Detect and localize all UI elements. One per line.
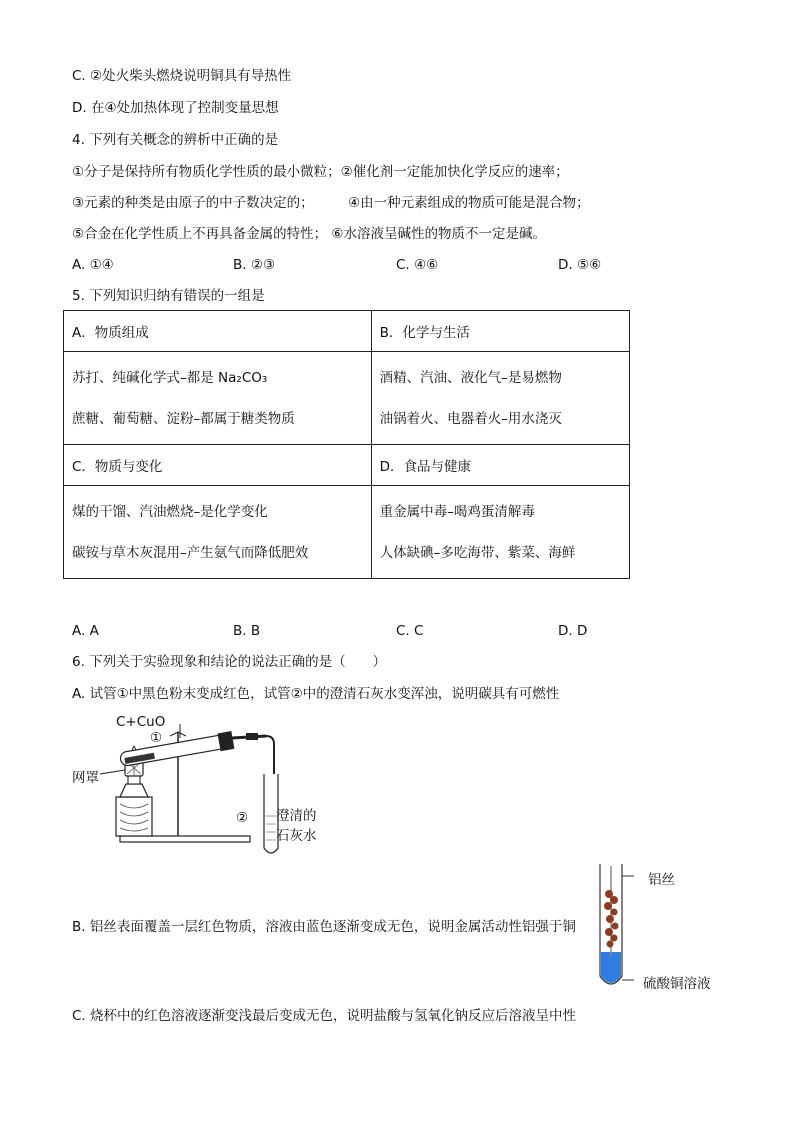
cell-b-line-2: 油锅着火、电器着火–用水浇灭	[379, 411, 562, 427]
question-3d: D. 在④处加热体现了控制变量思想	[72, 100, 279, 116]
limewater-label-1: 澄清的	[276, 808, 317, 824]
question-4-option-c[interactable]: C. ④⑥	[396, 257, 439, 273]
question-5-option-d[interactable]: D. D	[558, 623, 588, 639]
question-6-option-b: B. 铝丝表面覆盖一层红色物质，溶液由蓝色逐渐变成无色，说明金属活动性铝强于铜	[72, 919, 576, 935]
question-6-option-c: C. 烧杯中的红色溶液逐渐变浅最后变成无色，说明盐酸与氢氧化钠反应后溶液呈中性	[72, 1008, 577, 1024]
question-4-statement-2b: ④由一种元素组成的物质可能是混合物；	[348, 195, 590, 211]
question-6-option-a: A. 试管①中黑色粉末变成红色，试管②中的澄清石灰水变浑浊，说明碳具有可燃性	[72, 686, 560, 702]
solution-label: 硫酸铜溶液	[643, 976, 711, 992]
cell-a-line-2: 蔗糖、葡萄糖、淀粉–都属于糖类物质	[72, 411, 295, 427]
question-4-stem: 4. 下列有关概念的辨析中正确的是	[72, 132, 279, 148]
cell-c-line-2: 碳铵与草木灰混用–产生氨气而降低肥效	[72, 545, 309, 561]
aluminum-wire-figure	[592, 864, 732, 994]
question-4-option-a[interactable]: A. ①④	[72, 257, 114, 273]
cell-b-line-1: 酒精、汽油、液化气–是易燃物	[379, 370, 562, 386]
wire-label: 铝丝	[648, 872, 675, 888]
cell-d-line-1: 重金属中毒–喝鸡蛋清解毒	[379, 504, 535, 520]
reagent-label: C+CuO	[116, 714, 166, 730]
limewater-label-2: 石灰水	[276, 828, 317, 844]
cell-d-head: D．食品与健康	[371, 445, 629, 486]
cell-c-line-1: 煤的干馏、汽油燃烧–是化学变化	[72, 504, 268, 520]
cell-d-body	[371, 486, 629, 579]
knowledge-table	[63, 310, 630, 579]
question-5-option-c[interactable]: C. C	[396, 623, 424, 639]
cell-b-head: B．化学与生活	[371, 311, 629, 352]
question-4-statement-3: ⑤合金在化学性质上不再具备金属的特性； ⑥水溶液呈碱性的物质不一定是碱。	[72, 226, 546, 242]
question-6-stem: 6. 下列关于实验现象和结论的说法正确的是（ ）	[72, 654, 387, 670]
question-5-option-a[interactable]: A. A	[72, 623, 99, 639]
question-4-statement-2a: ③元素的种类是由原子的中子数决定的；	[72, 195, 314, 211]
tube-2-label: ②	[236, 810, 249, 826]
cell-c-head: C．物质与变化	[64, 445, 372, 486]
cell-a-line-1: 苏打、纯碱化学式–都是 Na₂CO₃	[72, 370, 268, 386]
cell-a-head: A．物质组成	[64, 311, 372, 352]
tube-1-label: ①	[150, 730, 163, 746]
apparatus-figure	[70, 712, 350, 860]
gauze-label: 网罩	[72, 770, 99, 786]
question-5-stem: 5. 下列知识归纳有错误的一组是	[72, 288, 265, 304]
question-4-option-b[interactable]: B. ②③	[233, 257, 276, 273]
question-5-option-b[interactable]: B. B	[233, 623, 261, 639]
question-4-option-d[interactable]: D. ⑤⑥	[558, 257, 602, 273]
cell-d-line-2: 人体缺碘–多吃海带、紫菜、海鲜	[379, 545, 576, 561]
question-4-statement-1: ①分子是保持所有物质化学性质的最小微粒；②催化剂一定能加快化学反应的速率；	[72, 164, 569, 180]
question-3c: C. ②处火柴头燃烧说明铜具有导热性	[72, 68, 292, 84]
cell-c-body	[64, 486, 372, 579]
cell-a-body	[64, 352, 372, 445]
cell-b-body	[371, 352, 629, 445]
